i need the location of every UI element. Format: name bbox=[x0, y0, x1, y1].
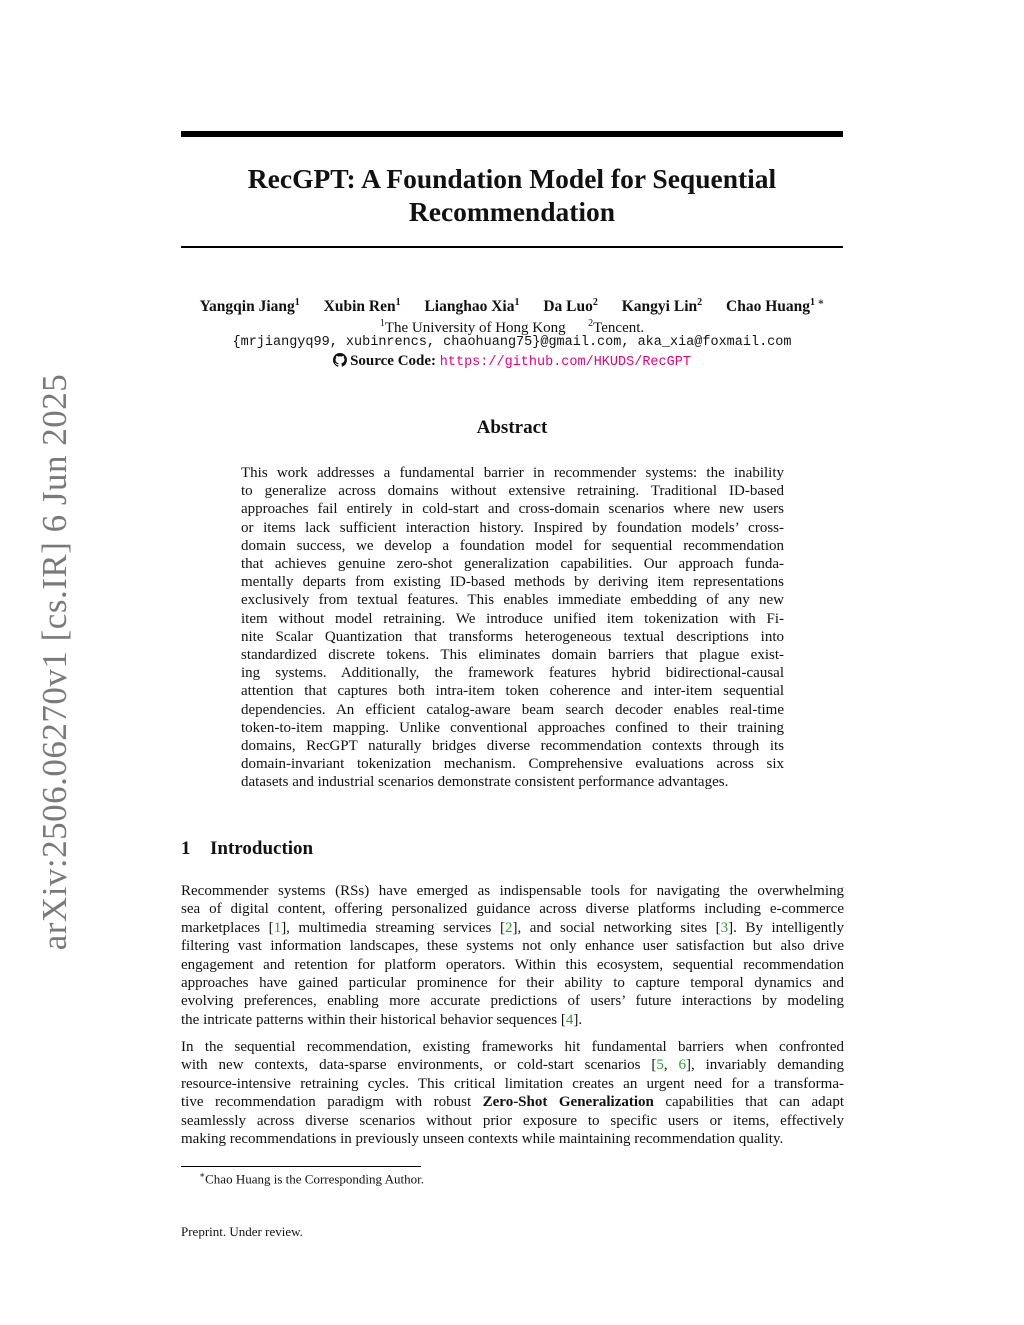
citation-link[interactable]: 6 bbox=[678, 1057, 686, 1074]
text-line: engagement and retention for platform operators. Within this ecosystem, sequential recommendation bbox=[181, 956, 844, 973]
author: Kangyi Lin$^2$ bbox=[621, 297, 703, 316]
text-line: tive recommendation paradigm with robust Zero-Shot Generalization capabilities that can adapt bbox=[181, 1094, 844, 1111]
abstract-line: approaches fail entirely in cold-start and cross-domain scenarios where new users bbox=[241, 501, 784, 518]
abstract-heading: Abstract bbox=[476, 417, 548, 438]
footnote: ∗Chao Huang is the Corresponding Author. bbox=[199, 1170, 424, 1187]
author-emails: {mrjiangyq99, xubinrencs, chaohuang75}@gmail.com, aka_xia@foxmail.com bbox=[232, 335, 792, 350]
bold-term: Zero-Shot Generalization bbox=[482, 1094, 654, 1111]
arxiv-identifier: arXiv:2506.06270v1 [cs.IR] 6 Jun 2025 bbox=[35, 373, 74, 951]
citation-link[interactable]: 4 bbox=[565, 1011, 574, 1028]
text-line: resource-intensive retraining cycles. This critical limitation creates an urgent need for a transforma- bbox=[181, 1075, 844, 1092]
paper-title bbox=[181, 162, 843, 228]
abstract-line: This work addresses a fundamental barrier in recommender systems: the inability bbox=[241, 465, 784, 481]
abstract-line: nite Scalar Quantization that transforms heterogeneous textual descriptions into bbox=[241, 628, 784, 645]
author: Da Luo$^2$ bbox=[543, 297, 598, 316]
text-line: the intricate patterns within their historical behavior sequences [4]. bbox=[181, 1011, 583, 1028]
abstract-line: ing systems. Additionally, the framework features hybrid bidirectional-causal bbox=[241, 665, 784, 682]
author: Xubin Ren$^1$ bbox=[323, 297, 401, 316]
text-line: Recommender systems (RSs) have emerged as indispensable tools for navigating the overwhelming bbox=[181, 883, 844, 899]
abstract-line: that achieves genuine zero-shot generalization capabilities. Our approach funda- bbox=[241, 556, 784, 573]
abstract-line: dependencies. An efficient catalog-aware beam search decoder enables real-time bbox=[241, 701, 784, 718]
citation-link[interactable]: 3 bbox=[720, 919, 729, 936]
abstract-line: domain success, we develop a foundation model for sequential recommendation bbox=[241, 537, 784, 554]
text-line: In the sequential recommendation, existing frameworks hit fundamental barriers when confronted bbox=[181, 1039, 844, 1055]
abstract-line: to generalize across domains without extensive retraining. Traditional ID-based bbox=[241, 483, 784, 500]
abstract-line: domains, RecGPT naturally bridges diverse recommendation contexts through its bbox=[241, 738, 784, 755]
text-line: approaches have gained particular prominence for their ability to capture temporal dynamics and bbox=[181, 975, 844, 992]
text-line: with new contexts, data-sparse environments, or cold-start scenarios [5, 6], invariably demanding bbox=[181, 1057, 844, 1074]
text-line: making recommendations in previously unseen contexts while maintaining recommendation quality. bbox=[181, 1131, 784, 1148]
citation-link[interactable]: 2 bbox=[504, 919, 513, 936]
intro-paragraph-1 bbox=[181, 882, 844, 1029]
affiliation: $^1$The University of Hong Kong bbox=[379, 318, 566, 336]
abstract-line: standardized discrete tokens. This eliminates domain barriers that plague exist- bbox=[241, 647, 784, 664]
text-line: evolving preferences, enabling more accurate predictions of users’ future interactions by modeling bbox=[181, 993, 844, 1010]
title-top-rule bbox=[181, 131, 843, 137]
source-code-link[interactable]: https://github.com/HKUDS/RecGPT bbox=[439, 355, 691, 370]
author: Lianghao Xia$^1$ bbox=[424, 297, 520, 316]
text-line: marketplaces [1], multimedia streaming services [2], and social networking sites [3]. By intelligently bbox=[181, 919, 844, 936]
abstract-line: mentally departs from existing ID-based methods by deriving item representations bbox=[241, 574, 784, 591]
text-line: seamlessly across diverse scenarios without prior exposure to specific users or items, effectively bbox=[181, 1112, 844, 1129]
abstract-line: item without model retraining. We introduce unified item tokenization with Fi- bbox=[241, 610, 784, 627]
title-line-1: RecGPT: A Foundation Model for Sequential bbox=[247, 163, 777, 194]
affiliation: $^2$Tencent. bbox=[588, 318, 645, 336]
page-footer: Preprint. Under review. bbox=[181, 1224, 303, 1239]
abstract-line: datasets and industrial scenarios demonstrate consistent performance advantages. bbox=[241, 774, 729, 791]
citation-link[interactable]: 1 bbox=[273, 919, 282, 936]
text-line: filtering vast information landscapes, these systems not only enhance user satisfaction but also drive bbox=[181, 938, 844, 955]
author: Yangqin Jiang$^1$ bbox=[199, 297, 300, 316]
citation-link[interactable]: 5 bbox=[656, 1057, 664, 1074]
section-title: Introduction bbox=[210, 838, 314, 859]
source-code-label: Source Code: bbox=[350, 353, 437, 369]
footnote-rule bbox=[181, 1166, 421, 1167]
section-heading-introduction bbox=[181, 838, 313, 860]
intro-paragraph-2 bbox=[181, 1038, 844, 1148]
abstract-line: domain-invariant tokenization mechanism. Comprehensive evaluations across six bbox=[241, 756, 784, 773]
title-bottom-rule bbox=[181, 246, 843, 248]
author: Chao Huang$^{1 ∗}$ bbox=[726, 297, 825, 316]
source-code-line bbox=[181, 351, 843, 373]
text-line: sea of digital content, offering personalized guidance across diverse platforms including e-commerce bbox=[181, 901, 844, 918]
abstract-line: token-to-item mapping. Unlike conventional approaches confined to their training bbox=[241, 719, 784, 736]
abstract-line: or items lack sufficient interaction history. Inspired by foundation models’ cross- bbox=[241, 519, 784, 536]
title-line-2: Recommendation bbox=[408, 196, 616, 227]
github-icon bbox=[333, 353, 347, 367]
abstract-line: exclusively from textual features. This enables immediate embedding of any new bbox=[241, 592, 784, 609]
section-number: 1 bbox=[181, 838, 191, 859]
abstract-body bbox=[241, 464, 784, 792]
abstract-line: attention that captures both intra-item token coherence and inter-item sequential bbox=[241, 683, 784, 700]
